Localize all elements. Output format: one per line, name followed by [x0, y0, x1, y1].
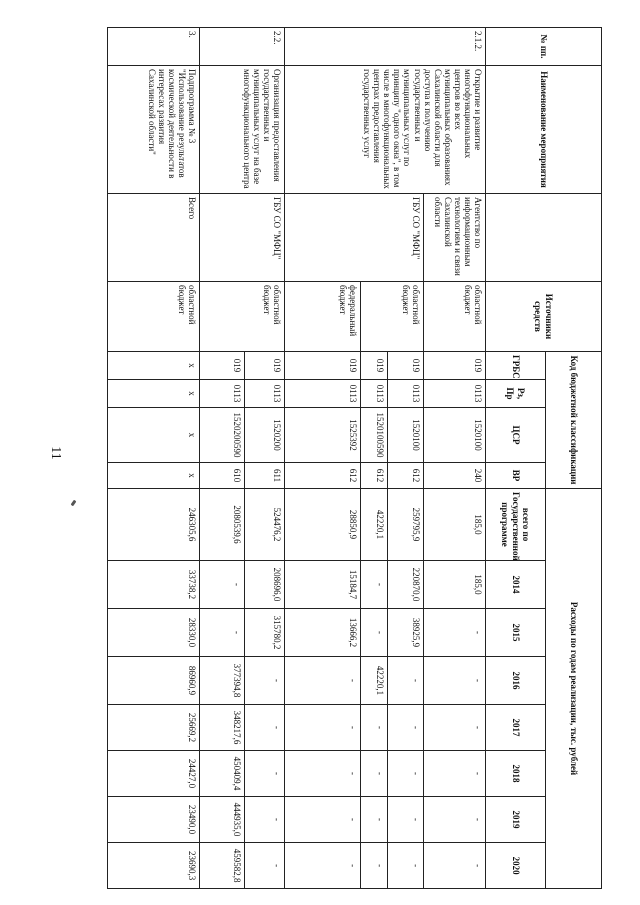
cell-year: -	[244, 797, 284, 843]
header-name: Наименование мероприятия	[486, 66, 602, 194]
header-grbs: ГРБС	[486, 352, 546, 380]
cell-vr: 612	[361, 463, 388, 489]
cell-year: -	[285, 657, 361, 705]
row-source: федеральный бюджет	[285, 282, 361, 352]
cell-total: 42220,1	[361, 489, 388, 561]
cell-year: 208696,0	[244, 561, 284, 609]
cell-year: -	[244, 843, 284, 889]
row-name: Подпрограмма № 3 "Использование результатов космической деятельности в интересах развития Сахалинской области"	[108, 66, 200, 194]
cell-year: 315780,2	[244, 609, 284, 657]
scan-speck	[71, 500, 77, 507]
cell-year: -	[423, 797, 485, 843]
cell-year: -	[285, 797, 361, 843]
cell-csr: 1525392	[285, 408, 361, 463]
cell-year: -	[361, 705, 388, 751]
cell-year: -	[244, 751, 284, 797]
table-row	[108, 28, 200, 889]
cell-grbs: 019	[244, 352, 284, 380]
cell-year: -	[285, 751, 361, 797]
table-row	[244, 28, 284, 889]
row-name: Открытие и развитие многофункциональных центров во всех муниципальных образованиях Сахалинской области для доступа к получению государственных и муниципальных услуг по принципу "одного окна", в том числе в многофункциональных центрах предоставления государственных услуг	[285, 66, 486, 194]
cell-year: -	[199, 561, 244, 609]
row-source: областной бюджет	[361, 282, 424, 352]
header-executor	[486, 194, 602, 282]
header-year: 2015	[486, 609, 546, 657]
header-year: 2016	[486, 657, 546, 705]
header-year: 2017	[486, 705, 546, 751]
cell-year: 459582,8	[199, 843, 244, 889]
cell-csr: 1520100590	[361, 408, 388, 463]
cell-rzpr: x	[108, 380, 200, 408]
cell-csr: 1520100	[423, 408, 485, 463]
cell-year: -	[388, 843, 424, 889]
cell-year: 220870,0	[388, 561, 424, 609]
expenses-table	[107, 27, 602, 889]
cell-year: -	[361, 751, 388, 797]
header-sources: Источники средств	[486, 282, 602, 352]
cell-rzpr: 0113	[361, 380, 388, 408]
row-executor: ГБУ СО "МФЦ"	[285, 194, 424, 282]
cell-grbs: 019	[199, 352, 244, 380]
cell-year: -	[423, 843, 485, 889]
row-executor: Агентство по информационным технологиям и связи Сахалинской области	[423, 194, 485, 282]
row-num: 2.1.2.	[285, 28, 486, 66]
cell-year: -	[388, 657, 424, 705]
cell-year: 450409,4	[199, 751, 244, 797]
cell-year: -	[285, 843, 361, 889]
cell-total: 28850,9	[285, 489, 361, 561]
header-budget-code: Код бюджетной классификации	[546, 352, 602, 489]
cell-year: -	[361, 843, 388, 889]
cell-year: 15184,7	[285, 561, 361, 609]
cell-year: -	[361, 561, 388, 609]
row-source: областной бюджет	[199, 282, 284, 352]
cell-year: 13666,2	[285, 609, 361, 657]
header-rzpr: Рз, Пр	[486, 380, 546, 408]
cell-total: 524476,2	[244, 489, 284, 561]
cell-vr: 610	[199, 463, 244, 489]
cell-year: -	[361, 609, 388, 657]
cell-year: 38925,9	[388, 609, 424, 657]
row-source: областной бюджет	[423, 282, 485, 352]
cell-year: -	[244, 705, 284, 751]
cell-csr: 1520200	[244, 408, 284, 463]
row-executor: Всего	[108, 194, 200, 282]
cell-year: 23490,0	[108, 797, 200, 843]
cell-total: 2080539,6	[199, 489, 244, 561]
cell-vr: 612	[388, 463, 424, 489]
row-name: Организация предоставления государственных и муниципальных услуг на базе многофункционального центра	[199, 66, 284, 194]
header-year: 2018	[486, 751, 546, 797]
cell-year: -	[388, 751, 424, 797]
cell-csr: x	[108, 408, 200, 463]
cell-year: 25669,2	[108, 705, 200, 751]
cell-total: 246305,6	[108, 489, 200, 561]
cell-year: 185,0	[423, 561, 485, 609]
cell-grbs: 019	[423, 352, 485, 380]
cell-total: 185,0	[423, 489, 485, 561]
cell-grbs: 019	[361, 352, 388, 380]
cell-year: 377394,8	[199, 657, 244, 705]
cell-vr: x	[108, 463, 200, 489]
cell-year: -	[285, 705, 361, 751]
cell-year: 42220,1	[361, 657, 388, 705]
cell-year: 24427,0	[108, 751, 200, 797]
cell-year: 28330,0	[108, 609, 200, 657]
cell-year: -	[388, 705, 424, 751]
cell-year: -	[244, 657, 284, 705]
header-year: 2019	[486, 797, 546, 843]
cell-rzpr: 0113	[244, 380, 284, 408]
cell-csr: 1520100	[388, 408, 424, 463]
header-vr: ВР	[486, 463, 546, 489]
header-expenses: Расходы по годам реализации, тыс. рублей	[546, 489, 602, 889]
cell-year: 33738,2	[108, 561, 200, 609]
cell-year: -	[199, 609, 244, 657]
cell-year: -	[423, 657, 485, 705]
cell-year: -	[388, 797, 424, 843]
header-year: 2020	[486, 843, 546, 889]
header-total: всего по Государственной программе	[486, 489, 546, 561]
header-year: 2014	[486, 561, 546, 609]
cell-year: -	[423, 609, 485, 657]
cell-total: 259795,9	[388, 489, 424, 561]
cell-csr: 1520200590	[199, 408, 244, 463]
table-row	[423, 28, 485, 889]
cell-year: 444935,0	[199, 797, 244, 843]
cell-rzpr: 0113	[199, 380, 244, 408]
rotated-table-container	[107, 27, 602, 887]
page-number: 11	[48, 446, 63, 460]
cell-year: 348217,6	[199, 705, 244, 751]
cell-grbs: 019	[285, 352, 361, 380]
cell-year: -	[423, 705, 485, 751]
header-num: № пп.	[486, 28, 602, 66]
cell-rzpr: 0113	[285, 380, 361, 408]
cell-vr: 240	[423, 463, 485, 489]
cell-vr: 611	[244, 463, 284, 489]
cell-year: 86960,9	[108, 657, 200, 705]
cell-rzpr: 0113	[423, 380, 485, 408]
cell-year: -	[361, 797, 388, 843]
row-num: 3.	[108, 28, 200, 66]
cell-grbs: 019	[388, 352, 424, 380]
row-executor: ГБУ СО "МФЦ"	[199, 194, 284, 282]
cell-year: 23690,3	[108, 843, 200, 889]
row-source: областной бюджет	[108, 282, 200, 352]
cell-vr: 612	[285, 463, 361, 489]
row-num: 2.2.	[199, 28, 284, 66]
header-csr: ЦСР	[486, 408, 546, 463]
cell-rzpr: 0113	[388, 380, 424, 408]
cell-year: -	[423, 751, 485, 797]
cell-grbs: x	[108, 352, 200, 380]
